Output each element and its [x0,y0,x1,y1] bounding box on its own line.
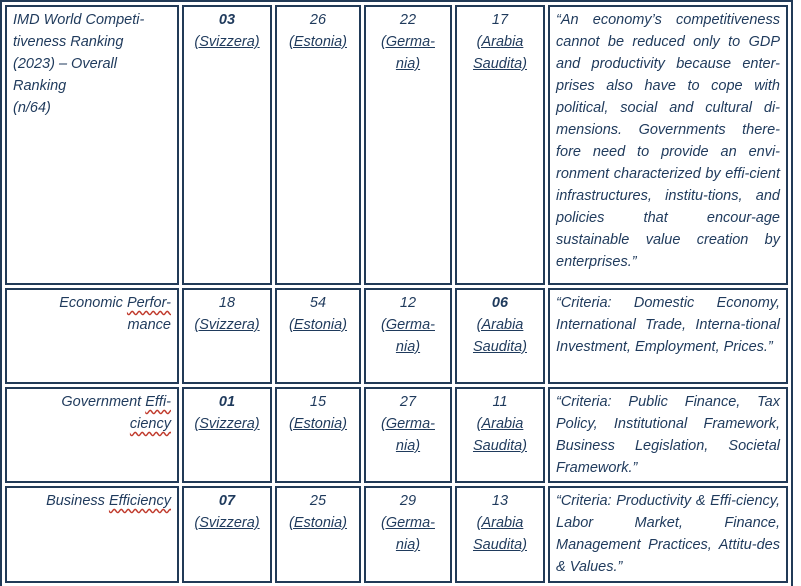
rank-cell-svizzera [182,288,272,384]
rank-cell-estonia [275,5,361,285]
rank-cell-svizzera [182,387,272,483]
row-label-part: Business [46,493,109,509]
rank-cell-arabia-saudita [455,387,545,483]
note-text: “An economy’s competitiveness cannot be reduced only to GDP and productivity because enter-prises also have to cope with political, social and cultural di-mensions. Governments there-fore need to provide an envi-ronment characterized by effi-cient infrastructures, institu-tions, and policies that encour-age sustainable value creation by enterprises.” [556,12,780,270]
rank-value: 17 [491,12,509,28]
rank-value: 54 [309,295,327,311]
note-text: “Criteria: Productivity & Effi-ciency, Labor Market, Finance, Management Practices, Attitu-des & Values.” [556,493,780,575]
country-link[interactable]: (Arabia Saudita) [472,34,527,72]
rank-value: 06 [491,295,509,311]
note-cell [548,486,788,583]
rank-cell-arabia-saudita [455,5,545,285]
country-link[interactable]: (Estonia) [288,515,348,531]
rank-value: 07 [218,493,236,509]
row-label-cell [5,288,179,384]
row-label-part: Government [61,394,146,410]
rank-cell-germania [364,387,452,483]
rank-value: 03 [218,12,236,28]
country-link[interactable]: (Svizzera) [194,34,260,50]
country-link[interactable]: (Estonia) [288,34,348,50]
rank-value: 12 [399,295,417,311]
country-link[interactable]: (Germa- nia) [381,34,435,72]
table-row [5,5,788,285]
rank-value: 11 [492,394,508,410]
note-text: “Criteria: Public Finance, Tax Policy, Institutional Framework, Business Legislation, Societal Framework.” [556,394,780,476]
rank-cell-germania [364,288,452,384]
row-label-part: ciency [129,416,171,432]
row-label-cell [5,5,179,285]
row-label-part: Efficiency [108,493,171,509]
rank-cell-germania [364,486,452,583]
rank-value: 29 [399,493,417,509]
rank-cell-svizzera [182,5,272,285]
rank-value: 27 [399,394,417,410]
rank-cell-estonia [275,486,361,583]
competitiveness-table [2,2,791,586]
country-link[interactable]: (Germa- nia) [381,515,435,553]
note-cell [548,387,788,483]
country-link[interactable]: (Svizzera) [194,515,260,531]
country-link[interactable]: (Germa- nia) [381,317,435,355]
row-label-part: Perfor- [126,295,171,311]
country-link[interactable]: (Germa- nia) [381,416,435,454]
rank-value: 01 [218,394,236,410]
row-label-part: Economic [59,295,127,311]
rank-cell-germania [364,5,452,285]
country-link[interactable]: (Estonia) [288,317,348,333]
table-row [5,288,788,384]
table-row [5,387,788,483]
country-link[interactable]: (Arabia Saudita) [472,317,527,355]
row-label: IMD World Competi- tiveness Ranking (2023) – Overall Ranking (n/64) [13,12,145,116]
note-text: “Criteria: Domestic Economy, International Trade, Interna-tional Investment, Employment, Prices.” [556,295,780,355]
rank-value: 13 [491,493,509,509]
note-cell [548,5,788,285]
note-cell [548,288,788,384]
row-label-cell [5,387,179,483]
rank-cell-svizzera [182,486,272,583]
row-label-part: Effi- [145,394,171,410]
rank-cell-estonia [275,288,361,384]
row-label-cell [5,486,179,583]
country-link[interactable]: (Arabia Saudita) [472,416,527,454]
rank-value: 15 [309,394,327,410]
country-link[interactable]: (Estonia) [288,416,348,432]
table-row [5,486,788,583]
country-link[interactable]: (Svizzera) [194,317,260,333]
row-label-part: mance [127,317,171,333]
rank-cell-arabia-saudita [455,486,545,583]
country-link[interactable]: (Arabia Saudita) [472,515,527,553]
rank-value: 26 [309,12,327,28]
rank-value: 25 [309,493,327,509]
country-link[interactable]: (Svizzera) [194,416,260,432]
rank-cell-arabia-saudita [455,288,545,384]
rank-value: 18 [218,295,236,311]
rank-cell-estonia [275,387,361,483]
rank-value: 22 [399,12,417,28]
